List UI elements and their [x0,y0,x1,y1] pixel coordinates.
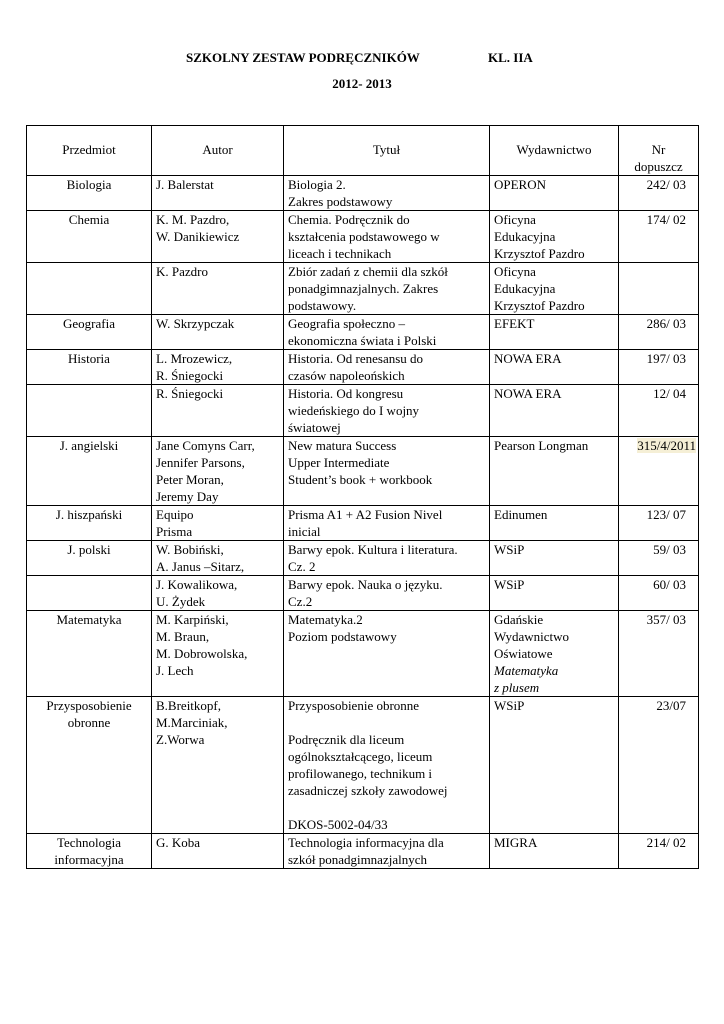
cell-line: R. Śniegocki [156,368,224,383]
approval-number: 12/ 04 [653,386,686,401]
subject-cell [27,576,152,611]
cell-line: ogólnokształcącego, liceum [288,749,433,764]
cell-line: M. Braun, [156,629,210,644]
cell-line: Student’s book + workbook [288,472,433,487]
title-cell [284,506,490,541]
subject-cell [27,506,152,541]
approval-number: 214/ 02 [646,835,686,850]
cell-line: New matura Success [288,438,397,453]
cell-line: Biologia [66,177,112,192]
approval-number-cell [619,834,699,869]
author-cell [152,385,284,437]
publisher-cell [490,350,619,385]
approval-number-cell [619,211,699,263]
cell-line: Technologia informacyjna dla [288,835,444,850]
subject-cell [27,541,152,576]
approval-number-cell [619,541,699,576]
cell-line: obronne [67,715,111,730]
cell-line: Z.Worwa [156,732,205,747]
cell-line: Pearson Longman [494,438,589,453]
subject-cell [27,263,152,315]
author-cell [152,834,284,869]
cell-line: Krzysztof Pazdro [494,246,585,261]
subject-cell [27,350,152,385]
approval-number: 60/ 03 [653,577,686,592]
publisher-cell [490,263,619,315]
column-header-publisher: Wydawnictwo [490,126,619,176]
subject-cell [27,315,152,350]
document-title: SZKOLNY ZESTAW PODRĘCZNIKÓW [186,50,420,65]
cell-line: Prisma A1 + A2 Fusion Nivel [288,507,443,522]
approval-number: 286/ 03 [646,316,686,331]
cell-line: czasów napoleońskich [288,368,405,383]
publisher-cell [490,506,619,541]
title-cell [284,437,490,506]
title-cell [284,576,490,611]
column-header-approval-number [619,126,699,176]
column-header-author: Autor [152,126,284,176]
cell-line: Jennifer Parsons, [156,455,245,470]
cell-line: Podręcznik dla liceum [288,732,405,747]
cell-line: Matematyka [56,612,122,627]
table-row [27,315,699,350]
cell-line: Edinumen [494,507,548,522]
cell-line: W. Bobiński, [156,542,224,557]
publisher-cell [490,437,619,506]
table-row [27,506,699,541]
cell-line: WSiP [494,577,525,592]
cell-line: Oficyna [494,212,536,227]
cell-line: Barwy epok. Kultura i literatura. [288,542,458,557]
approval-number-cell [619,437,699,506]
title-cell [284,176,490,211]
column-header-subject: Przedmiot [27,126,152,176]
cell-line: zasadniczej szkoły zawodowej [288,783,448,798]
cell-line: B.Breitkopf, [156,698,221,713]
cell-line: J. Balerstat [156,177,214,192]
approval-number-cell [619,176,699,211]
cell-line: ponadgimnazjalnych. Zakres [288,281,439,296]
cell-line: Peter Moran, [156,472,224,487]
cell-line: Chemia [68,212,110,227]
author-cell [152,576,284,611]
cell-line: U. Żydek [156,594,206,609]
approval-number-cell [619,506,699,541]
approval-number: 59/ 03 [653,542,686,557]
publisher-cell [490,834,619,869]
cell-line: WSiP [494,698,525,713]
cell-line-italic: z plusem [494,680,540,695]
subject-cell [27,611,152,697]
cell-line: NOWA ERA [494,386,562,401]
blank-line [288,714,486,731]
cell-line: szkół ponadgimnazjalnych [288,852,427,867]
publisher-cell [490,541,619,576]
cell-line: Gdańskie [494,612,544,627]
approval-number: 23/07 [656,698,686,713]
title-cell [284,385,490,437]
cell-line: K. M. Pazdro, [156,212,230,227]
table-row [27,697,699,834]
table-body [27,176,699,869]
cell-line: Geografia społeczno – [288,316,405,331]
approval-number-cell [619,350,699,385]
cell-line: EFEKT [494,316,535,331]
title-cell [284,263,490,315]
subject-cell [27,697,152,834]
cell-line: Przysposobienie [46,698,132,713]
cell-line: OPERON [494,177,547,192]
approval-number: 197/ 03 [646,351,686,366]
approval-number-cell [619,697,699,834]
author-cell [152,350,284,385]
cell-line: J. polski [67,542,111,557]
cell-line: Oficyna [494,264,536,279]
table-row [27,834,699,869]
table-row [27,211,699,263]
subject-cell [27,437,152,506]
cell-line: informacyjna [54,852,124,867]
cell-line: NOWA ERA [494,351,562,366]
subject-cell [27,211,152,263]
table-row [27,437,699,506]
cell-line: profilowanego, technikum i [288,766,433,781]
cell-line: MIGRA [494,835,538,850]
author-cell [152,263,284,315]
approval-number-cell [619,576,699,611]
cell-line: W. Skrzypczak [156,316,235,331]
approval-number-cell [619,315,699,350]
cell-line: ekonomiczna świata i Polski [288,333,437,348]
class-label: KL. IIA [488,50,533,65]
column-header-title: Tytuł [284,126,490,176]
publisher-cell [490,697,619,834]
title-cell [284,315,490,350]
cell-line: Historia. Od kongresu [288,386,404,401]
cell-line: Chemia. Podręcznik do [288,212,410,227]
approval-number-cell [619,385,699,437]
publisher-cell [490,611,619,697]
subject-cell [27,176,152,211]
cell-line: W. Danikiewicz [156,229,240,244]
title-cell [284,350,490,385]
cell-line: A. Janus –Sitarz, [156,559,245,574]
author-cell [152,611,284,697]
author-cell [152,506,284,541]
cell-line: L. Mrozewicz, [156,351,233,366]
table-row [27,350,699,385]
cell-line: Wydawnictwo [494,629,570,644]
author-cell [152,211,284,263]
author-cell [152,697,284,834]
cell-line: K. Pazdro [156,264,208,279]
approval-number: 174/ 02 [646,212,686,227]
approval-number-header-text: Nr dopuszcz [634,142,683,174]
cell-line: inicial [288,524,321,539]
publisher-cell [490,315,619,350]
cell-line: R. Śniegocki [156,386,224,401]
cell-line: Prisma [156,524,193,539]
publisher-cell [490,576,619,611]
title-cell [284,834,490,869]
cell-line: Krzysztof Pazdro [494,298,585,313]
cell-line: Jane Comyns Carr, [156,438,255,453]
cell-line: Technologia [56,835,122,850]
table-row [27,611,699,697]
cell-line: Oświatowe [494,646,553,661]
approval-number-cell [619,611,699,697]
subject-cell [27,834,152,869]
subject-cell [27,385,152,437]
table-row [27,263,699,315]
cell-line: WSiP [494,542,525,557]
title-cell [284,611,490,697]
cell-line: M.Marciniak, [156,715,228,730]
approval-number: 357/ 03 [646,612,686,627]
cell-line: światowej [288,420,341,435]
cell-line: DKOS-5002-04/33 [288,817,388,832]
cell-line: J. hiszpański [55,507,123,522]
publisher-cell [490,385,619,437]
school-year: 2012- 2013 [332,76,392,91]
cell-line: J. Kowalikowa, [156,577,238,592]
title-cell [284,541,490,576]
cell-line: Upper Intermediate [288,455,390,470]
cell-line: Barwy epok. Nauka o języku. [288,577,443,592]
publisher-cell [490,176,619,211]
cell-line: M. Dobrowolska, [156,646,248,661]
publisher-cell [490,211,619,263]
approval-number: 123/ 07 [646,507,686,522]
cell-line: Edukacyjna [494,281,556,296]
cell-line: Historia. Od renesansu do [288,351,424,366]
table-row [27,576,699,611]
textbook-table [26,125,699,869]
title-cell [284,697,490,834]
cell-line: Jeremy Day [156,489,219,504]
cell-line: Matematyka.2 [288,612,363,627]
cell-line: Zakres podstawowy [288,194,393,209]
cell-line: Cz.2 [288,594,313,609]
table-header-row [27,126,699,176]
cell-line: J. Lech [156,663,194,678]
table-row [27,176,699,211]
approval-number: 242/ 03 [646,177,686,192]
cell-line: Poziom podstawowy [288,629,397,644]
cell-line-italic: Matematyka [494,663,559,678]
approval-number: 315/4/2011 [637,438,696,453]
cell-line: Edukacyjna [494,229,556,244]
table-row [27,541,699,576]
approval-number-cell [619,263,699,315]
cell-line: Geografia [63,316,115,331]
author-cell [152,437,284,506]
table-row [27,385,699,437]
school-year-line [0,76,724,92]
cell-line: Equipo [156,507,194,522]
author-cell [152,315,284,350]
cell-line: liceach i technikach [288,246,392,261]
cell-line: Historia [68,351,110,366]
cell-line: Przysposobienie obronne [288,698,420,713]
cell-line: Biologia 2. [288,177,346,192]
cell-line: wiedeńskiego do I wojny [288,403,420,418]
cell-line: podstawowy. [288,298,357,313]
cell-line: J. angielski [59,438,119,453]
cell-line: G. Koba [156,835,201,850]
title-cell [284,211,490,263]
author-cell [152,176,284,211]
blank-line [288,799,486,816]
author-cell [152,541,284,576]
cell-line: M. Karpiński, [156,612,229,627]
cell-line: kształcenia podstawowego w [288,229,440,244]
cell-line: Cz. 2 [288,559,316,574]
cell-line: Zbiór zadań z chemii dla szkół [288,264,448,279]
